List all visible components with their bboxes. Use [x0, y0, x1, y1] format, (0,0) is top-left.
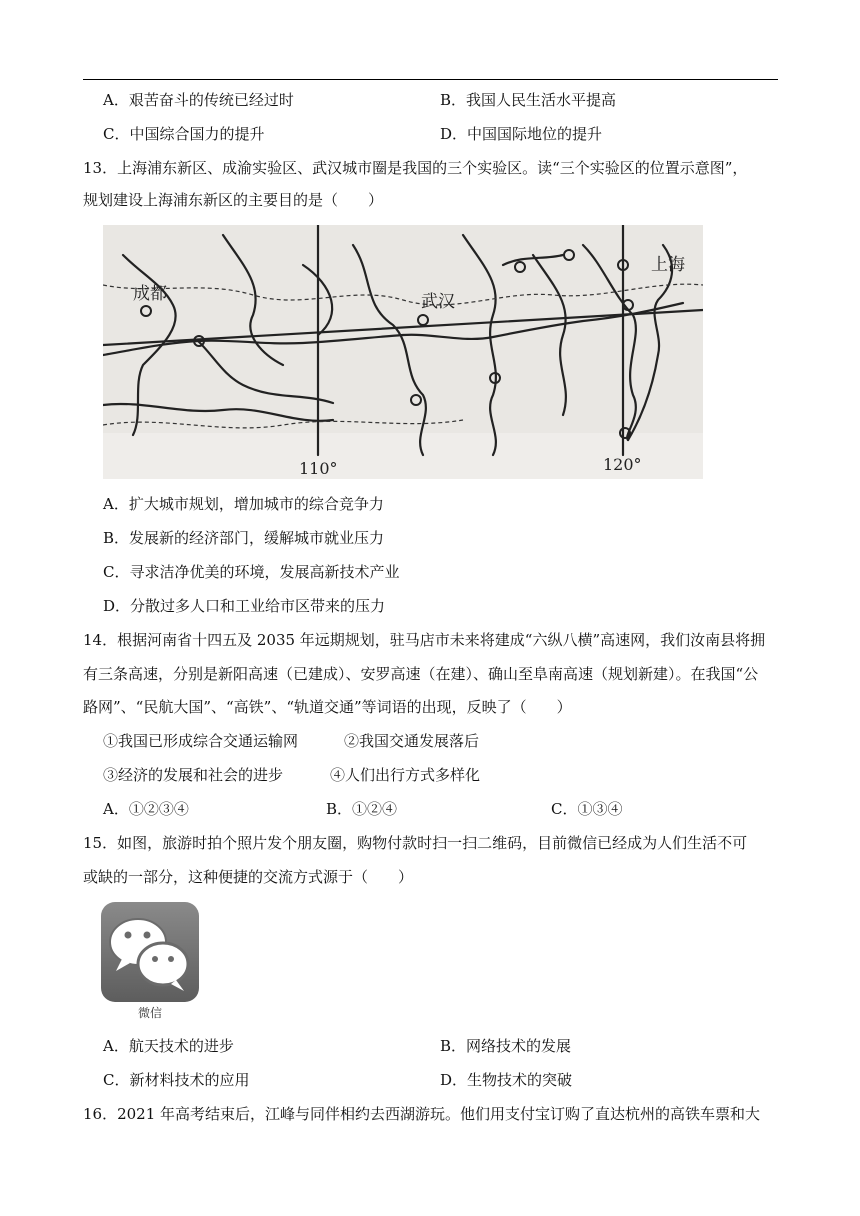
wechat-logo-text: 微信 [137, 1006, 163, 1020]
q15-option-b[interactable]: B．网络技术的发展 [440, 1037, 572, 1055]
q14-stem-line2: 有三条高速，分别是新阳高速（已建成）、安罗高速（在建）、确山至阜南高速（规划新建）。在我国“公 [83, 665, 759, 683]
q16-stem-line1: 16．2021 年高考结束后，江峰与同伴相约去西湖游玩。他们用支付宝订购了直达杭州的高铁车票和大 [83, 1105, 761, 1123]
wechat-logo [100, 901, 200, 1021]
q12-option-c[interactable]: C．中国综合国力的提升 [103, 125, 265, 143]
q15-stem-line2: 或缺的一部分，这种便捷的交流方式源于（ ） [83, 868, 414, 886]
q14-stem-line1: 14．根据河南省十四五及 2035 年远期规划，驻马店市未来将建成“六纵八横”高速网，我们汝南县将拥 [83, 631, 766, 649]
q13-stem-line2: 规划建设上海浦东新区的主要目的是（ ） [83, 191, 384, 209]
header-rule [83, 79, 778, 80]
q14-stem-line3: 路网”、“民航大国”、“高铁”、“轨道交通”等词语的出现，反映了（ ） [83, 698, 572, 716]
map-label-110: 110° [299, 459, 338, 478]
q15-option-a[interactable]: A．航天技术的进步 [103, 1037, 234, 1055]
experimental-zones-map [103, 225, 703, 479]
q15-option-c[interactable]: C．新材料技术的应用 [103, 1071, 250, 1089]
map-label-shanghai: 上海 [651, 255, 685, 275]
map-label-chengdu: 成都 [133, 284, 167, 304]
map-label-wuhan: 武汉 [421, 292, 455, 312]
q14-option-c[interactable]: C．①③④ [551, 800, 623, 818]
q14-option-a[interactable]: A．①②③④ [103, 800, 189, 818]
q13-stem-line1: 13．上海浦东新区、成渝实验区、武汉城市圈是我国的三个实验区。读“三个实验区的位置示意图”， [83, 159, 748, 177]
q15-option-d[interactable]: D．生物技术的突破 [440, 1071, 573, 1089]
q13-option-b[interactable]: B．发展新的经济部门，缓解城市就业压力 [103, 529, 385, 547]
q14-statement-3: ③经济的发展和社会的进步 [103, 766, 284, 784]
q12-option-d[interactable]: D．中国国际地位的提升 [440, 125, 603, 143]
map-label-120: 120° [603, 455, 642, 474]
q12-option-a[interactable]: A．艰苦奋斗的传统已经过时 [103, 91, 294, 109]
q13-option-d[interactable]: D．分散过多人口和工业给市区带来的压力 [103, 597, 386, 615]
q12-option-b[interactable]: B．我国人民生活水平提高 [440, 91, 617, 109]
q14-statement-1: ①我国已形成综合交通运输网 [103, 732, 299, 750]
q14-statement-4: ④人们出行方式多样化 [330, 766, 481, 784]
q14-option-b[interactable]: B．①②④ [326, 800, 398, 818]
q13-option-c[interactable]: C．寻求洁净优美的环境，发展高新技术产业 [103, 563, 400, 581]
q13-option-a[interactable]: A．扩大城市规划，增加城市的综合竞争力 [103, 495, 384, 513]
q15-stem-line1: 15．如图，旅游时拍个照片发个朋友圈，购物付款时扫一扫二维码，目前微信已经成为人们生活不可 [83, 834, 748, 852]
q14-statement-2: ②我国交通发展落后 [344, 732, 480, 750]
